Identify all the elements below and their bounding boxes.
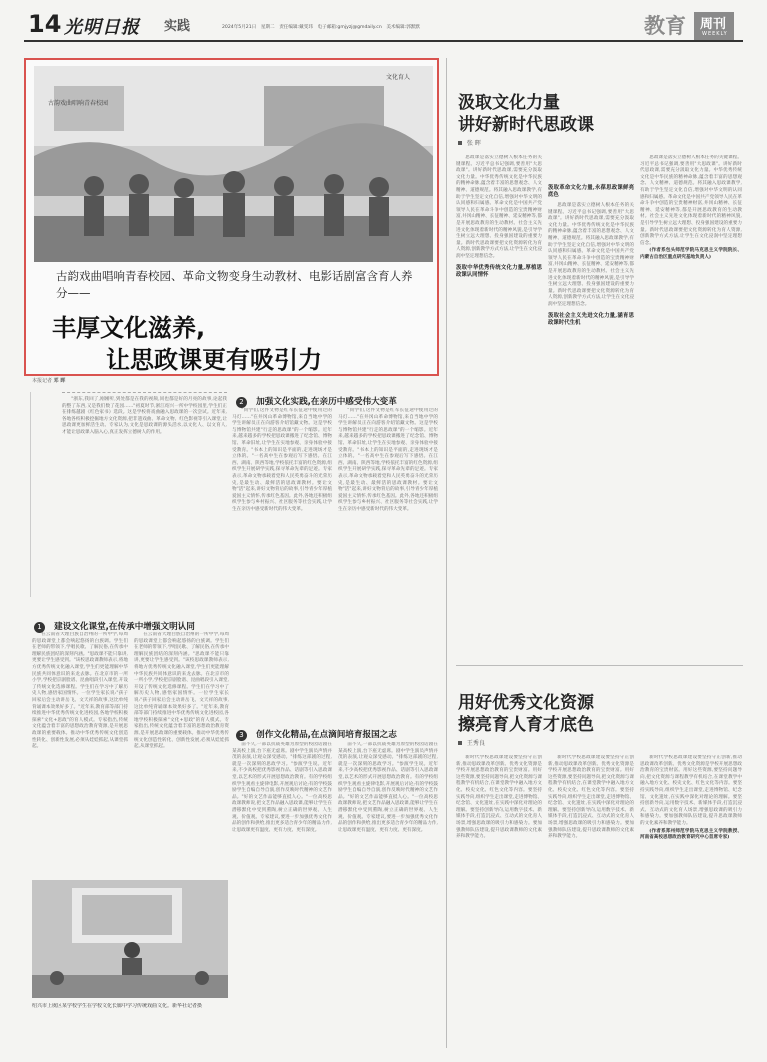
section-3-text: 前不久,一部以抗战英雄为原型的校园话剧在某高校上演,台下座无虚席。剧中学生演员声情并茂的表演,让观众深受感动。"排练这部剧的过程,就是一次深刻的思政学习。"参演学生说。近年来,不少高校把优秀影视作品、话剧等引入思政课堂,以艺术的形式开展思想政治教育。有的学校组织学生观看主旋律电影,开展观后讨论;有的学校鼓励学生自编自导自演,创作反映时代精神的文艺作品。"好的文艺作品能够直抵人心。"一位高校思政课教师说,把文艺作品融入思政课,能够让学生在潜移默化中受到熏陶,树立正确的世界观、人生观、价值观。专家建议,要进一步加强优秀文化作品的创作和供给,推出更多适合青少年的精品力作,让思政课更有温度、更有力度、更有深度。 xyxy=(232,742,332,833)
section-1-heading xyxy=(34,614,234,633)
right-bottom-col1 xyxy=(456,755,542,1045)
section-2-text: "同学们,这件文物是红军长征途中使用过的马灯……"在井冈山革命博物馆,来自当地中学的学生讲解员正在向游客介绍馆藏文物。这是学校与博物馆共建"行走的思政课"的一个缩影。近年来,越来越多的学校把思政课搬进了纪念馆、博物馆、革命旧址,让学生在实地参观、亲身体验中接受教育。"书本上的知识是平面的,走进现场才是立体的。"一名高中生在参观后写下感悟。在江西、湖南、陕西等地,学校依托丰富的红色资源,组织学生开展研学实践,探寻革命先辈的足迹。专家表示,革命文物承载着党和人民英勇奋斗的光荣历史,是最生动、最鲜活的思政课教材。要让文物"活"起来,讲好文物背后的故事,引导青少年厚植爱国主义情怀,传承红色基因。此外,各地还积极组织学生参与乡村振兴、社区服务等社会实践,让学生在亲历中感受新时代的伟大变革。 xyxy=(232,408,332,512)
column-tag: 实践 xyxy=(164,19,191,34)
section-3-title: 创作文化精品,在点滴间培育报国之志 xyxy=(256,730,397,740)
right-bottom-author: 王秀良 xyxy=(466,740,485,747)
bottom-caption-text: 绍兴市上虞区某学校学生在学校文化长廊中学习传统戏曲文化。新华社记者摄 xyxy=(32,1003,203,1009)
right-top-title-line1: 汲取文化力量 xyxy=(458,93,560,113)
right-top-col3 xyxy=(640,155,742,625)
right-top-author: 张 晖 xyxy=(466,140,481,147)
right-bottom-col2 xyxy=(548,755,634,1045)
right-top-col2 xyxy=(548,155,634,625)
photo-sign-text: 文化育人 xyxy=(386,74,411,81)
feature-photo xyxy=(34,66,433,262)
section-3-number: 3 xyxy=(236,730,247,741)
header-meta: 2024年5月21日 星期二 责任编辑:戴雯玮 电子邮箱:gmjyzj@gmdaily.cn 美术编辑:郭默默 xyxy=(222,25,421,30)
author-icon xyxy=(458,141,462,145)
page-header xyxy=(24,8,743,42)
section-1-number: 1 xyxy=(34,622,45,633)
feature-box xyxy=(24,58,439,376)
right-bottom-note: (作者系郑州师范学院马克思主义学院教授、河南省高校思想政治教育研究中心首席专家) xyxy=(640,828,742,841)
page-number: 14 xyxy=(28,10,62,38)
feature-byline xyxy=(32,377,65,384)
right-top-subhead-3: 汲取社会主义先进文化力量,涵育思政课时代生机 xyxy=(548,312,634,326)
section-3-heading xyxy=(236,722,436,741)
lead-left-rule xyxy=(30,392,31,597)
section-2-number: 2 xyxy=(236,397,247,408)
section-1-title: 建设文化课堂,在传承中增强文明认同 xyxy=(54,622,195,632)
right-top-title-line2: 讲好新时代思政课 xyxy=(458,115,594,135)
bottom-photo-caption xyxy=(32,1003,228,1043)
right-divider-rule xyxy=(456,665,743,666)
right-bottom-title-line2: 擦亮育人育才底色 xyxy=(458,715,594,735)
byline-label: 本报记者 xyxy=(32,378,53,384)
teacher-classroom-illustration xyxy=(32,880,228,998)
right-bottom-text: 新时代学校思政课建设要坚持守正创新,推动思政课改革创新。优秀文化资源是学校开展思想政治教育的宝贵财富。用好这些资源,要坚持问题导向,把文化资源与课程教学有机结合,在课堂教学中融入地方文化、校史文化、红色文化等内容。要坚持实践导向,组织学生走出课堂,走进博物馆、纪念馆、文化遗址,在实践中深化对理论的理解。要坚持创新导向,运用数字技术、新媒体手段,打造沉浸式、互动式的文化育人场景,增强思政课的吸引力和感染力。要加强教师队伍建设,提升思政课教师的文化素养和教学能力。 xyxy=(456,755,542,840)
photo-banner-text: 古韵戏曲唱响青春校园 xyxy=(48,100,109,107)
weekly-en-label: WEEKLY xyxy=(702,31,728,37)
right-bottom-byline xyxy=(458,738,485,747)
section-3-body-col1 xyxy=(232,742,332,1042)
right-top-text: 思政课是落实立德树人根本任务的关键课程。习近平总书记强调,要善用"大思政课"。讲好新时代思政课,需要充分汲取文化力量。中华优秀传统文化是中华民族的精神命脉,蕴含着丰富的思想观念、人文精神、道德规范。将其融入思政课教学,有助于学生坚定文化自信,增强对中华文明的认同感和归属感。革命文化是中国共产党领导人民在革命斗争中创造的宝贵精神财富,井冈山精神、长征精神、延安精神等,都是开展思政教育的生动教材。社会主义先进文化体现着新时代的精神风貌,是引导学生树立远大理想、投身强国建设的重要力量。新时代思政课要把文化资源转化为育人资源,创新教学方式方法,让学生在文化浸润中坚定理想信念。 xyxy=(456,155,542,259)
right-bottom-text-cont2: 新时代学校思政课建设要坚持守正创新,推动思政课改革创新。优秀文化资源是学校开展思想政治教育的宝贵财富。用好这些资源,要坚持问题导向,把文化资源与课程教学有机结合,在课堂教学中融入地方文化、校史文化、红色文化等内容。要坚持实践导向,组织学生走出课堂,走进博物馆、纪念馆、文化遗址,在实践中深化对理论的理解。要坚持创新导向,运用数字技术、新媒体手段,打造沉浸式、互动式的文化育人场景,增强思政课的吸引力和感染力。要加强教师队伍建设,提升思政课教师的文化素养和教学能力。 xyxy=(640,755,742,826)
feature-headline-line1: 丰厚文化滋养, xyxy=(52,314,206,342)
section-1-text-cont: 在云南省大理白族自治州的一所中学,每周的思政课堂上都会响起悠扬的白族调。学生们在老师的带领下,学唱民歌、了解民俗,在传承中理解民族团结的深刻内涵。"思政课不能只靠讲,更要让学生感受到。"该校思政课教师表示,将地方优秀传统文化融入课堂,学生们更能理解中华民族共同体意识的来龙去脉。在北京市的一所小学,学校把京剧脸谱、昆曲唱段引入课堂,开设了传统文化选修课程。学生们在学习中了解历史人物,感悟家国情怀。一位学生家长说:"孩子回家后会主动讲岳飞、文天祥的故事,这比单纯背诵课本效果好多了。"近年来,教育部等部门持续推进中华优秀传统文化进校园,各地学校积极探索"文化+思政"的育人模式。专家指出,传统文化蕴含着丰富的思想政治教育资源,是开展思政课的重要载体。推动中华优秀传统文化创造性转化、创新性发展,必须从娃娃抓起,从课堂抓起。 xyxy=(134,632,229,750)
section-2-body-col2 xyxy=(338,408,438,708)
section-2-text-cont: "同学们,这件文物是红军长征途中使用过的马灯……"在井冈山革命博物馆,来自当地中学的学生讲解员正在向游客介绍馆藏文物。这是学校与博物馆共建"行走的思政课"的一个缩影。近年来,越来越多的学校把思政课搬进了纪念馆、博物馆、革命旧址,让学生在实地参观、亲身体验中接受教育。"书本上的知识是平面的,走进现场才是立体的。"一名高中生在参观后写下感悟。在江西、湖南、陕西等地,学校依托丰富的红色资源,组织学生开展研学实践,探寻革命先辈的足迹。专家表示,革命文物承载着党和人民英勇奋斗的光荣历史,是最生动、最鲜活的思政课教材。要让文物"活"起来,讲好文物背后的故事,引导青少年厚植爱国主义情怀,传承红色基因。此外,各地还积极组织学生参与乡村振兴、社区服务等社会实践,让学生在亲历中感受新时代的伟大变革。 xyxy=(338,408,438,512)
section-1-body-col1 xyxy=(32,632,128,892)
right-top-text-cont: 思政课是落实立德树人根本任务的关键课程。习近平总书记强调,要善用"大思政课"。讲好新时代思政课,需要充分汲取文化力量。中华优秀传统文化是中华民族的精神命脉,蕴含着丰富的思想观念、人文精神、道德规范。将其融入思政课教学,有助于学生坚定文化自信,增强对中华文明的认同感和归属感。革命文化是中国共产党领导人民在革命斗争中创造的宝贵精神财富,井冈山精神、长征精神、延安精神等,都是开展思政教育的生动教材。社会主义先进文化体现着新时代的精神风貌,是引导学生树立远大理想、投身强国建设的重要力量。新时代思政课要把文化资源转化为育人资源,创新教学方式方法,让学生在文化浸润中坚定理想信念。 xyxy=(548,203,634,307)
right-top-col1 xyxy=(456,155,542,625)
right-bottom-text-cont: 新时代学校思政课建设要坚持守正创新,推动思政课改革创新。优秀文化资源是学校开展思想政治教育的宝贵财富。用好这些资源,要坚持问题导向,把文化资源与课程教学有机结合,在课堂教学中融入地方文化、校史文化、红色文化等内容。要坚持实践导向,组织学生走出课堂,走进博物馆、纪念馆、文化遗址,在实践中深化对理论的理解。要坚持创新导向,运用数字技术、新媒体手段,打造沉浸式、互动式的文化育人场景,增强思政课的吸引力和感染力。要加强教师队伍建设,提升思政课教师的文化素养和教学能力。 xyxy=(548,755,634,840)
weekly-label: 周刊 xyxy=(700,17,727,32)
right-top-note: (作者系包头师范学院马克思主义学院院长、内蒙古自治区重点研究基地负责人) xyxy=(640,248,742,260)
section-2-body-col1 xyxy=(232,408,332,708)
students-photo-illustration xyxy=(34,66,433,262)
section-2-heading xyxy=(236,389,436,408)
column-divider xyxy=(446,58,447,1048)
section-1-text: 在云南省大理白族自治州的一所中学,每周的思政课堂上都会响起悠扬的白族调。学生们在老师的带领下,学唱民歌、了解民俗,在传承中理解民族团结的深刻内涵。"思政课不能只靠讲,更要让学生感受到。"该校思政课教师表示,将地方优秀传统文化融入课堂,学生们更能理解中华民族共同体意识的来龙去脉。在北京市的一所小学,学校把京剧脸谱、昆曲唱段引入课堂,开设了传统文化选修课程。学生们在学习中了解历史人物,感悟家国情怀。一位学生家长说:"孩子回家后会主动讲岳飞、文天祥的故事,这比单纯背诵课本效果好多了。"近年来,教育部等部门持续推进中华优秀传统文化进校园,各地学校积极探索"文化+思政"的育人模式。专家指出,传统文化蕴含着丰富的思想政治教育资源,是开展思政课的重要载体。推动中华优秀传统文化创造性转化、创新性发展,必须从娃娃抓起,从课堂抓起。 xyxy=(32,632,128,750)
lead-paragraph xyxy=(62,392,227,605)
right-top-text-cont2: 思政课是落实立德树人根本任务的关键课程。习近平总书记强调,要善用"大思政课"。讲好新时代思政课,需要充分汲取文化力量。中华优秀传统文化是中华民族的精神命脉,蕴含着丰富的思想观念、人文精神、道德规范。将其融入思政课教学,有助于学生坚定文化自信,增强对中华文明的认同感和归属感。革命文化是中国共产党领导人民在革命斗争中创造的宝贵精神财富,井冈山精神、长征精神、延安精神等,都是开展思政教育的生动教材。社会主义先进文化体现着新时代的精神风貌,是引导学生树立远大理想、投身强国建设的重要力量。新时代思政课要把文化资源转化为育人资源,创新教学方式方法,让学生在文化浸润中坚定理想信念。 xyxy=(640,155,742,246)
right-bottom-title-line1: 用好优秀文化资源 xyxy=(458,693,594,713)
right-top-subhead-1: 汲取中华优秀传统文化力量,厚植思政课认同情怀 xyxy=(456,264,542,278)
masthead-logo: 光明日报 xyxy=(64,17,140,38)
section-3-text-cont: 前不久,一部以抗战英雄为原型的校园话剧在某高校上演,台下座无虚席。剧中学生演员声情并茂的表演,让观众深受感动。"排练这部剧的过程,就是一次深刻的思政学习。"参演学生说。近年来,不少高校把优秀影视作品、话剧等引入思政课堂,以艺术的形式开展思想政治教育。有的学校组织学生观看主旋律电影,开展观后讨论;有的学校鼓励学生自编自导自演,创作反映时代精神的文艺作品。"好的文艺作品能够直抵人心。"一位高校思政课教师说,把文艺作品融入思政课,能够让学生在潜移默化中受到熏陶,树立正确的世界观、人生观、价值观。专家建议,要进一步加强优秀文化作品的创作和供给,推出更多适合青少年的精品力作,让思政课更有温度、更有力度、更有深度。 xyxy=(338,742,438,833)
right-bottom-col3 xyxy=(640,755,742,1045)
section-2-title: 加强文化实践,在亲历中感受伟大变革 xyxy=(256,397,397,407)
classroom-photo xyxy=(32,880,228,998)
right-top-subhead-2: 汲取革命文化力量,永葆思政课鲜亮底色 xyxy=(548,185,634,198)
author-icon-2 xyxy=(458,741,462,745)
section-1-body-col2 xyxy=(134,632,229,872)
feature-caption: 古韵戏曲唱响青春校园、革命文物变身生动教材、电影话剧富含育人养分—— xyxy=(56,269,413,300)
lead-text: "浙东,我回了,刚刚听,到处都是在我的视频,同也都是好的月亮的故事,论起我的整了东西,又是我们数了花园……"初夏时节,浙江绍兴一所中学校园里,学生们正在排练越剧《红色家书》选段。这是学校将戏曲融入思政课的一次尝试。近年来,各地各校积极挖掘地方文化资源,把非遗戏曲、革命文物、红色影视等引入课堂,让思政课更加鲜活生动。专家认为,文化是思政课的源头活水,以文化人、以文育人,才能让思政课入脑入心,真正发挥立德树人的作用。 xyxy=(62,397,227,435)
section-name: 教育 xyxy=(644,14,686,38)
section-3-body-col2 xyxy=(338,742,438,1042)
feature-headline-line2: 让思政课更有吸引力 xyxy=(106,346,322,374)
header-rule xyxy=(24,40,743,42)
right-top-byline xyxy=(458,138,481,147)
byline-name: 邓 晖 xyxy=(53,378,66,384)
